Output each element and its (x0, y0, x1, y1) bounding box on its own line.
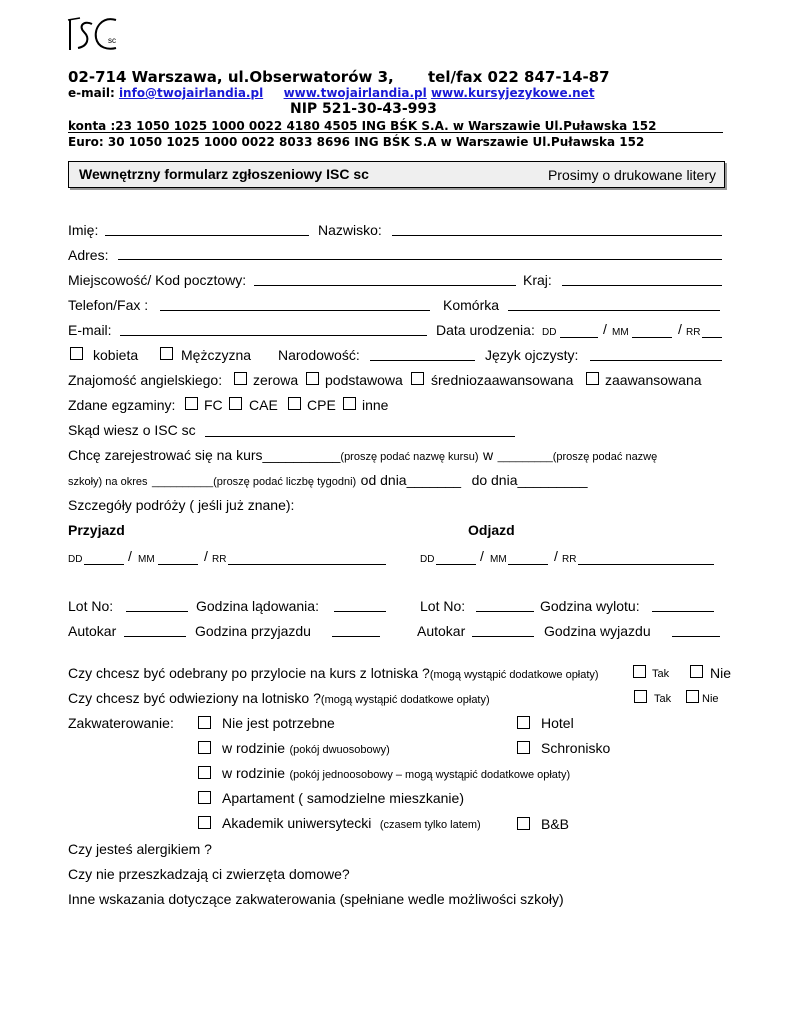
header-address: 02-714 Warszawa, ul.Obserwatorów 3, (68, 68, 394, 86)
input-miasto[interactable]: _________ (497, 451, 553, 463)
label-dep-autokar: Autokar (417, 623, 466, 639)
label-godz-ladowania: Godzina lądowania: (196, 598, 319, 614)
label-cpe: CPE (307, 397, 336, 413)
header-divider (68, 132, 723, 133)
checkbox-hotel[interactable] (517, 716, 530, 729)
input-arr-lot[interactable] (126, 611, 188, 612)
dob-slash-1: / (603, 321, 607, 337)
checkbox-podstawowa[interactable] (306, 372, 319, 385)
label-odbior-tak: Tak (652, 668, 670, 680)
label-zakwaterowanie: Zakwaterowanie: (68, 715, 174, 731)
dob-dd-input[interactable] (560, 337, 598, 338)
label-nazwisko: Nazwisko: (318, 222, 382, 238)
email-label: e-mail: (68, 86, 115, 100)
question-odbior-text: Czy chcesz być odebrany po przylocie na kurs z lotniska ? (68, 665, 430, 681)
heading-odjazd: Odjazd (468, 522, 515, 538)
dep-dd-input[interactable] (436, 564, 476, 565)
dep-rr-label: RR (562, 554, 577, 565)
site-link-kursyjezykowe[interactable]: www.kursyjezykowe.net (430, 86, 595, 100)
dob-slash-2: / (678, 321, 682, 337)
dep-mm-label: MM (490, 554, 507, 565)
label-dep-lot: Lot No: (420, 598, 466, 614)
label-data-urodzenia: Data urodzenia: (436, 322, 535, 338)
label-zaawansowana: zaawansowana (605, 372, 702, 388)
arr-dd-label: DD (68, 554, 83, 565)
label-rodzina-1: w rodzinie (222, 765, 286, 781)
label-godz-wyjazdu: Godzina wyjazdu (544, 623, 651, 639)
dep-slash-2: / (554, 548, 558, 564)
form-title: Wewnętrzny formularz zgłoszeniowy ISC sc (79, 166, 369, 182)
arr-rr-input[interactable] (228, 564, 386, 565)
checkbox-bb[interactable] (517, 817, 530, 830)
label-arr-autokar: Autokar (68, 623, 117, 639)
dob-mm-label: MM (612, 327, 629, 338)
checkbox-kobieta[interactable] (70, 347, 83, 360)
heading-przyjazd: Przyjazd (68, 522, 125, 538)
dep-mm-input[interactable] (508, 564, 548, 565)
label-fc: FC (204, 397, 223, 413)
hint-akademik: (czasem tylko latem) (379, 819, 481, 831)
question-odbior-hint: (mogą wystąpić dodatkowe opłaty) (429, 669, 599, 681)
label-rodzina-dwuosobowy (222, 740, 390, 758)
question-alergie: Czy jesteś alergikiem ? (68, 841, 212, 857)
label-podstawowa: podstawowa (325, 372, 403, 388)
arr-mm-label: MM (138, 554, 155, 565)
label-komorka: Komórka (443, 297, 500, 313)
dob-rr-label: RR (686, 327, 701, 338)
dob-rr-input[interactable] (702, 337, 722, 338)
checkbox-odbior-nie[interactable] (690, 665, 703, 678)
label-odwoz-tak: Tak (654, 693, 672, 705)
question-odwoz-hint: (mogą wystąpić dodatkowe opłaty) (320, 694, 490, 706)
label-od-dnia: od dnia (360, 472, 407, 488)
label-znajomosc: Znajomość angielskiego: (68, 372, 223, 388)
input-godz-wylotu[interactable] (652, 611, 714, 612)
label-cae: CAE (249, 397, 278, 413)
site-link-twojairlandia[interactable]: www.twojairlandia.pl (283, 86, 427, 100)
label-w: w (483, 447, 494, 463)
checkbox-odbior-tak[interactable] (633, 665, 646, 678)
email-link[interactable]: info@twojairlandia.pl (118, 86, 264, 100)
input-kurs[interactable]: __________ (262, 447, 341, 463)
label-hotel: Hotel (541, 715, 574, 731)
hint-miasto: (proszę podać nazwę (552, 451, 658, 463)
hint-rodzina-2: (pokój dwuosobowy) (289, 744, 390, 756)
checkbox-zaawansowana[interactable] (586, 372, 599, 385)
input-godz-ladowania[interactable] (334, 611, 386, 612)
question-odwoz (68, 690, 490, 708)
dep-slash-1: / (480, 548, 484, 564)
input-dep-lot[interactable] (476, 611, 534, 612)
label-jezyk: Język ojczysty: (485, 347, 579, 363)
input-imie[interactable] (105, 235, 309, 236)
label-chce: Chcę zarejestrować się na kurs (68, 447, 263, 463)
isc-logo (66, 14, 126, 54)
checkbox-inne[interactable] (343, 397, 356, 410)
hint-tygodnie: (proszę podać liczbę tygodni) (213, 476, 357, 488)
input-od-dnia[interactable]: _______ (406, 472, 462, 488)
checkbox-sredniozaawansowana[interactable] (411, 372, 424, 385)
input-komorka[interactable] (508, 310, 720, 311)
arr-dd-input[interactable] (84, 564, 124, 565)
checkbox-nie-potrzebne[interactable] (198, 716, 211, 729)
header-account-eur: Euro: 30 1050 1025 1000 0022 8033 8696 ING BŚK S.A w Warszawie Ul.Puławska 152 (68, 135, 645, 149)
input-telefon[interactable] (160, 310, 430, 311)
label-odwoz-nie: Nie (702, 693, 719, 705)
label-adres: Adres: (68, 247, 109, 263)
input-narodowosc[interactable] (370, 360, 475, 361)
input-skad[interactable] (205, 436, 515, 437)
dob-dd-label: DD (542, 327, 557, 338)
checkbox-apartament[interactable] (198, 791, 211, 804)
label-miejscowosc: Miejscowość/ Kod pocztowy: (68, 272, 247, 288)
question-inne: Inne wskazania dotyczące zakwaterowania (spełniane wedle możliwości szkoły) (68, 891, 564, 907)
header-nip: NIP 521-30-43-993 (290, 101, 437, 117)
label-kobieta: kobieta (93, 347, 139, 363)
label-rodzina-jednoosobowy (222, 765, 570, 783)
input-miejscowosc[interactable] (254, 285, 516, 286)
label-godz-wylotu: Godzina wylotu: (540, 598, 640, 614)
checkbox-cpe[interactable] (288, 397, 301, 410)
input-nazwisko[interactable] (392, 235, 722, 236)
row-rejestracja (68, 447, 657, 465)
label-arr-lot: Lot No: (68, 598, 114, 614)
label-akademik-row (222, 815, 481, 833)
header-email-row (68, 86, 595, 100)
label-skad: Skąd wiesz o ISC sc (68, 422, 196, 438)
arr-slash-2: / (204, 548, 208, 564)
checkbox-schronisko[interactable] (517, 741, 530, 754)
label-szczegoly: Szczegóły podróży ( jeśli już znane): (68, 497, 295, 513)
input-email[interactable] (120, 335, 427, 336)
isc-logo-graphic (66, 14, 126, 54)
question-odwoz-text: Czy chcesz być odwieziony na lotnisko ? (68, 690, 321, 706)
input-jezyk[interactable] (590, 360, 722, 361)
dob-mm-input[interactable] (632, 337, 672, 338)
input-godz-wyjazdu[interactable] (672, 636, 720, 637)
input-adres[interactable] (118, 259, 722, 260)
label-mezczyzna: Mężczyzna (181, 347, 252, 363)
input-kraj[interactable] (562, 285, 722, 286)
label-odbior-nie: Nie (710, 665, 732, 681)
input-arr-autokar[interactable] (124, 636, 186, 637)
label-kraj: Kraj: (523, 272, 552, 288)
checkbox-zerowa[interactable] (234, 372, 247, 385)
dep-rr-input[interactable] (578, 564, 714, 565)
dep-dd-label: DD (420, 554, 435, 565)
label-do-dnia: do dnia (471, 472, 518, 488)
checkbox-odwoz-tak[interactable] (634, 690, 647, 703)
question-zwierzeta: Czy nie przeszkadzają ci zwierzęta domowe? (68, 866, 350, 882)
label-sredniozaawansowana: średniozaawansowana (431, 372, 574, 388)
label-telefon: Telefon/Fax : (68, 297, 149, 313)
label-nie-potrzebne: Nie jest potrzebne (222, 715, 335, 731)
label-bb: B&B (541, 816, 570, 832)
hint-rodzina-1: (pokój jednoosobowy – mogą wystąpić dodatkowe opłaty) (289, 769, 571, 781)
question-odbior (68, 665, 599, 683)
checkbox-rodzina-jednoosobowy[interactable] (198, 766, 211, 779)
label-narodowosc: Narodowość: (278, 347, 360, 363)
checkbox-mezczyzna[interactable] (160, 347, 173, 360)
form-banner (68, 161, 725, 188)
input-godz-przyjazdu[interactable] (332, 636, 380, 637)
arr-slash-1: / (128, 548, 132, 564)
arr-rr-label: RR (212, 554, 227, 565)
label-imie: Imię: (68, 222, 99, 238)
input-tygodnie[interactable]: __________ (151, 476, 214, 488)
checkbox-rodzina-dwuosobowy[interactable] (198, 741, 211, 754)
input-dep-autokar[interactable] (472, 636, 534, 637)
checkbox-akademik[interactable] (198, 816, 211, 829)
checkbox-odwoz-nie[interactable] (686, 690, 699, 703)
label-apartament: Apartament ( samodzielne mieszkanie) (222, 790, 464, 806)
header-telfax: tel/fax 022 847-14-87 (428, 68, 610, 86)
label-email: E-mail: (68, 322, 112, 338)
label-godz-przyjazdu: Godzina przyjazdu (195, 623, 311, 639)
header-account-pln: konta :23 1050 1025 1000 0022 4180 4505 ING BŚK S.A. w Warszawie Ul.Puławska 152 (68, 119, 657, 133)
label-rodzina-2: w rodzinie (222, 740, 286, 756)
label-inne: inne (362, 397, 389, 413)
hint-kurs: (proszę podać nazwę kursu) (340, 451, 479, 463)
label-szkoly: szkoły) na okres (68, 476, 148, 488)
form-note: Prosimy o drukowane litery (547, 167, 716, 183)
label-akademik: Akademik uniwersytecki (222, 815, 372, 831)
label-zerowa: zerowa (253, 372, 299, 388)
label-egzaminy: Zdane egzaminy: (68, 397, 176, 413)
isc-logo-sub: sc (108, 36, 116, 45)
checkbox-cae[interactable] (229, 397, 242, 410)
row-okres (68, 472, 588, 490)
arr-mm-input[interactable] (158, 564, 198, 565)
label-schronisko: Schronisko (541, 740, 611, 756)
input-do-dnia[interactable]: _________ (517, 472, 588, 488)
checkbox-fc[interactable] (185, 397, 198, 410)
